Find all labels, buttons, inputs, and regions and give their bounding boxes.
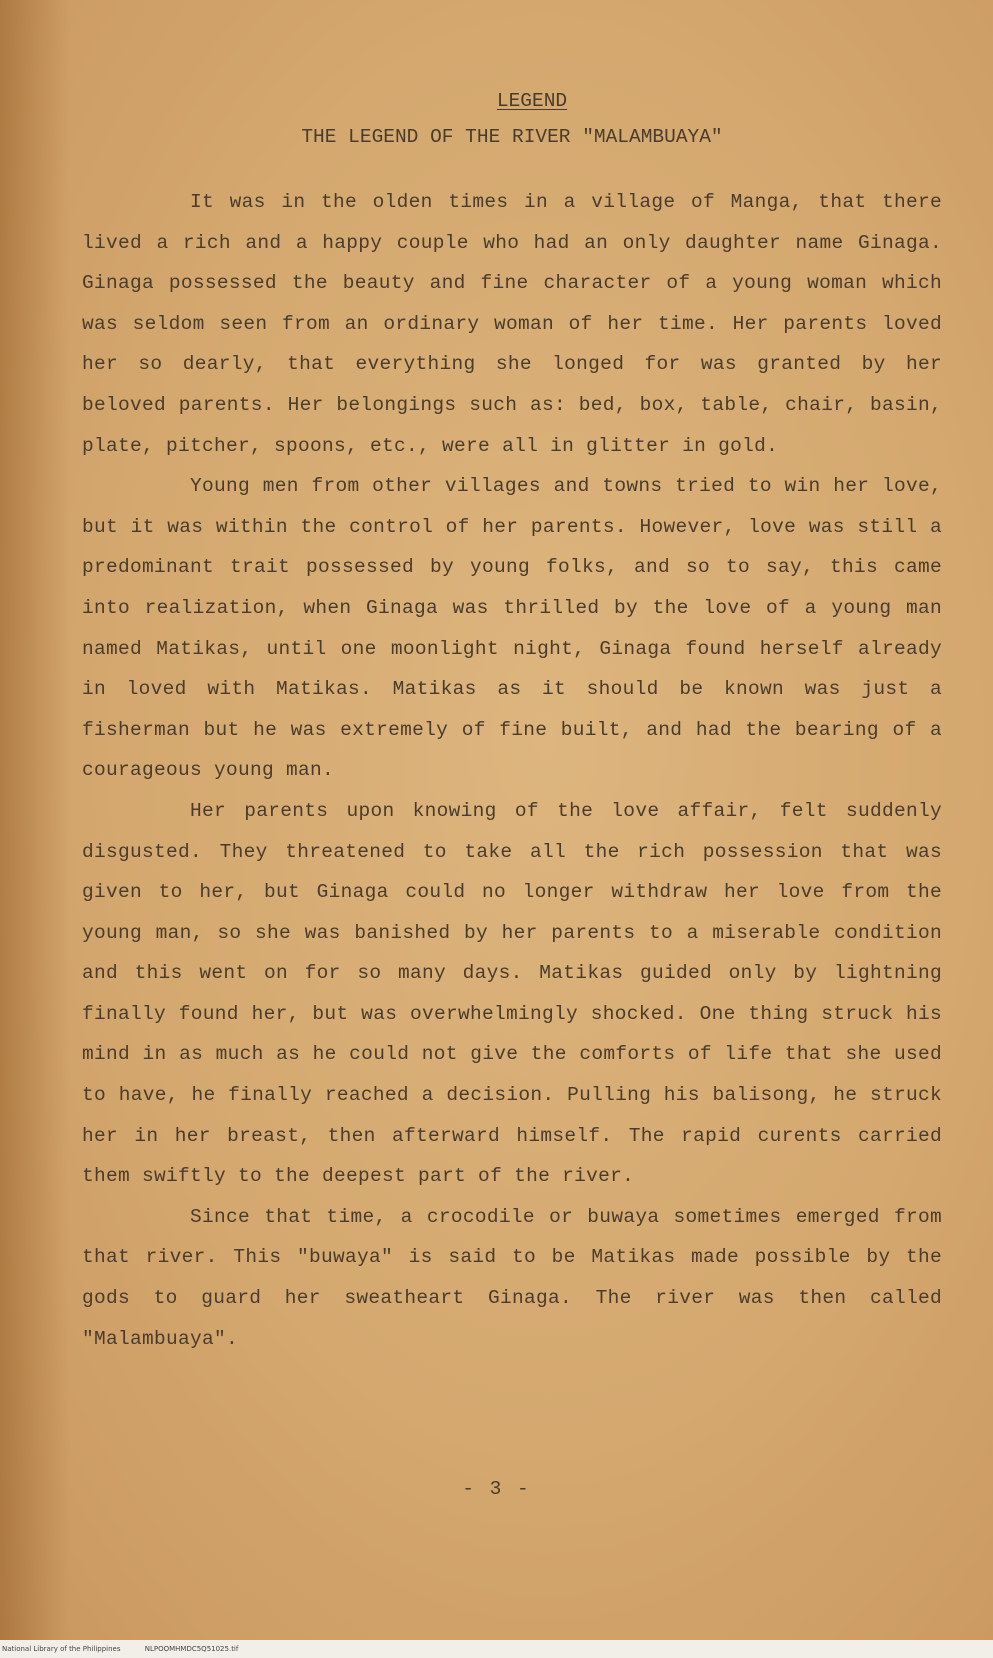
paragraph-2: Young men from other villages and towns tried to win her love, but it was within the control of her parents. However, love was still a predominant trait possessed by young folks, and so to say, this came into realization, when Ginaga was thrilled by the love of a young man named Matikas, until one moonlight night, Ginaga found herself already in loved with Matikas. Matikas as it should be known was just a fisherman but he was extremely of fine built, and had the bearing of a courageous young man.: [82, 475, 942, 782]
footer-library: National Library of the Philippines: [2, 1645, 121, 1653]
page-number: - 3 -: [462, 1478, 531, 1500]
legend-title: THE LEGEND OF THE RIVER "MALAMBUAYA": [301, 126, 723, 148]
footer-file: NLPOOMHMDC5Q51025.tif: [144, 1645, 239, 1653]
paragraph-4: Since that time, a crocodile or buwaya sometimes emerged from that river. This "buwaya" is said to be Matikas made possible by the gods to guard her sweatheart Ginaga. The river was then called "Malambuaya".: [82, 1205, 942, 1350]
paragraph-1: It was in the olden times in a village of Manga, that there lived a rich and a happy couple who had an only daughter name Ginaga. Ginaga possessed the beauty and fine character of a young woman which was seldom seen from an ordinary woman of her time. Her parents loved her so dearly, that everything she longed for was granted by her beloved parents. Her belongings such as: bed, box, table, chair, basin, plate, pitcher, spoons, etc., were all in glitter in gold.: [82, 191, 942, 457]
page-heading: LEGEND: [496, 90, 568, 112]
paragraph-3: Her parents upon knowing of the love affair, felt suddenly disgusted. They threatened to take all the rich possession that was given to her, but Ginaga could no longer withdraw her love from the young man, so she was banished by her parents to a miserable condition and this went on for so many days. Matikas guided only by lightning finally found her, but was overwhelmingly shocked. One thing struck his mind in as much as he could not give the comforts of life that she used to have, he finally reached a decision. Pulling his balisong, he struck her in her breast, then afterward himself. The rapid curents carried them swiftly to the deepest part of the river.: [82, 799, 942, 1188]
document-body: [82, 90, 942, 1359]
scan-footer: [0, 1640, 993, 1658]
